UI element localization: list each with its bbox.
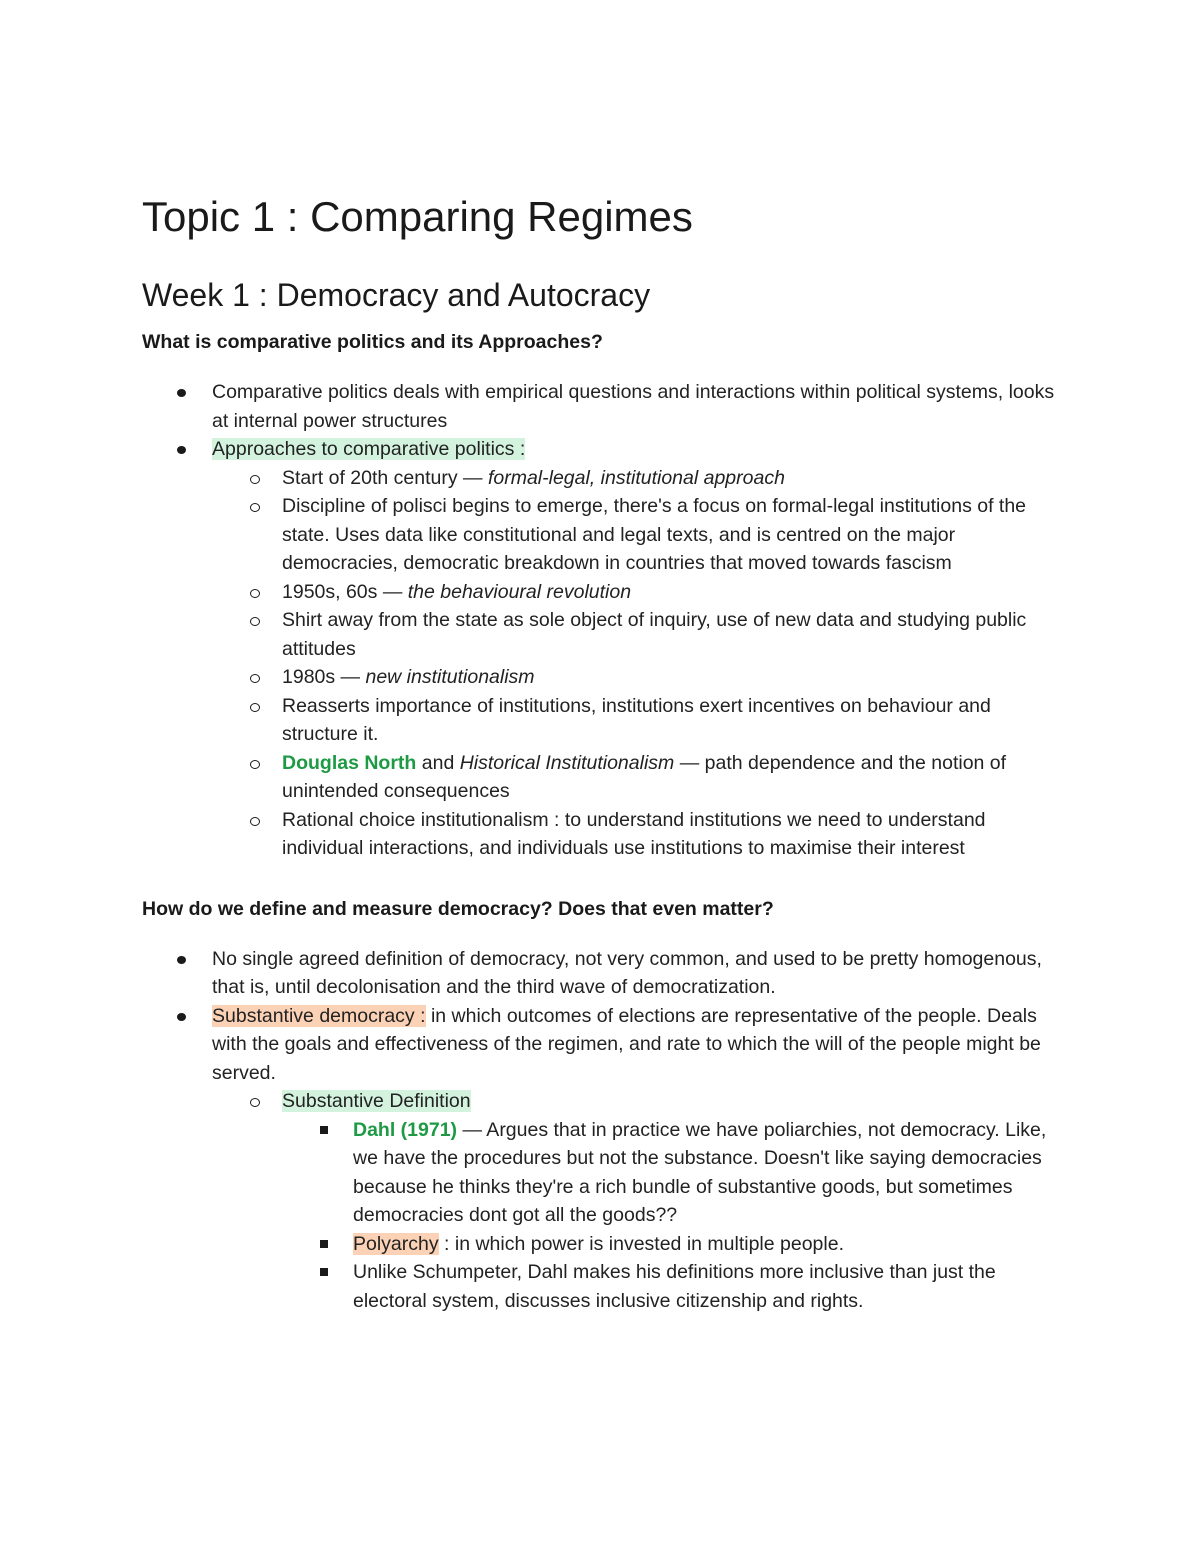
week-heading: Week 1 : Democracy and Autocracy — [142, 277, 651, 313]
bullet-circle-icon — [250, 475, 260, 484]
bullet-circle-icon — [250, 703, 260, 712]
sub-sub-list — [282, 1116, 1072, 1316]
highlighted-term: Substantive democracy : — [212, 1004, 426, 1027]
bullet-circle-icon — [250, 674, 260, 683]
list-item: Rational choice institutionalism : to understand institutions we need to understand individual interactions, and individuals use institutions to maximise their interest — [142, 806, 1072, 863]
bullet-dot-icon — [177, 1013, 186, 1021]
sub-list — [212, 1087, 1072, 1315]
list-item — [142, 1087, 1072, 1315]
bullet-list — [142, 945, 1072, 1316]
list-item: Shirt away from the state as sole object of inquiry, use of new data and studying public attitudes — [142, 606, 1072, 663]
bullet-circle-icon — [250, 589, 260, 598]
bullet-circle-icon — [250, 503, 260, 512]
highlighted-term: Polyarchy — [353, 1232, 439, 1255]
bullet-square-icon — [320, 1126, 328, 1134]
bullet-circle-icon — [250, 817, 260, 826]
author-name: Dahl (1971) — [353, 1118, 458, 1141]
section-heading-democracy: How do we define and measure democracy? Does that even matter? — [142, 897, 774, 920]
list-item: Comparative politics deals with empirical questions and interactions within political systems, looks at internal power structures — [142, 378, 1072, 435]
highlighted-text: Substantive Definition — [282, 1090, 471, 1112]
bullet-dot-icon — [177, 446, 186, 454]
list-item: Polyarchy : in which power is invested in multiple people. — [142, 1230, 1072, 1259]
bullet-list — [142, 378, 1072, 863]
document-body — [142, 190, 1072, 1315]
list-item — [142, 435, 1072, 863]
bullet-circle-icon — [250, 1098, 260, 1107]
list-item: Substantive democracy : in which outcomes of elections are representative of the people. Deals with the goals and effectiveness of the regimen, and rate to which the will of the people might be served. Substantive Definition Dahl (1971) — Argues that in practice we have poliarchies, not democracy. Like, we have the procedures but not the substance. Doesn't like saying democracies because he thinks they're a rich bundle of substantive goods, but sometimes democracies dont got all the goods?? Polyarchy : in which power is invested in multiple people. Unlike Schumpeter, Dahl makes his definitions more inclusive than just the electoral system, discusses inclusive citizenship and rights. — [142, 1002, 1072, 1316]
section-heading-approaches: What is comparative politics and its Approaches? — [142, 331, 603, 353]
sub-list — [212, 464, 1072, 863]
bullet-square-icon — [320, 1240, 328, 1248]
list-item: Dahl (1971) — Argues that in practice we have poliarchies, not democracy. Like, we have the procedures but not the substance. Doesn't like saying democracies because he thinks they're a rich bundle of substantive goods, but sometimes democracies dont got all the goods?? — [142, 1116, 1072, 1230]
list-item: 1980s — new institutionalism — [142, 663, 1072, 692]
highlighted-text: Approaches to comparative politics : — [212, 438, 526, 460]
topic-title: Topic 1 : Comparing Regimes — [142, 193, 693, 240]
bullet-square-icon — [320, 1268, 328, 1276]
bullet-dot-icon — [177, 389, 186, 397]
bullet-circle-icon — [250, 617, 260, 626]
list-item: Unlike Schumpeter, Dahl makes his definitions more inclusive than just the electoral system, discusses inclusive citizenship and rights. — [142, 1258, 1072, 1315]
list-item: Reasserts importance of institutions, institutions exert incentives on behaviour and structure it. — [142, 692, 1072, 749]
list-item: Start of 20th century — formal-legal, institutional approach — [142, 464, 1072, 493]
author-name: Douglas North — [282, 751, 417, 774]
list-item: Douglas North and Historical Institutionalism — path dependence and the notion of unintended consequences — [142, 749, 1072, 806]
list-item: 1950s, 60s — the behavioural revolution — [142, 578, 1072, 607]
bullet-circle-icon — [250, 760, 260, 769]
list-item: No single agreed definition of democracy, not very common, and used to be pretty homogenous, that is, until decolonisation and the third wave of democratization. — [142, 945, 1072, 1002]
list-item: Discipline of polisci begins to emerge, there's a focus on formal-legal institutions of the state. Uses data like constitutional and legal texts, and is centred on the major democracies, democratic breakdown in countries that moved towards fascism — [142, 492, 1072, 578]
bullet-dot-icon — [177, 956, 186, 964]
